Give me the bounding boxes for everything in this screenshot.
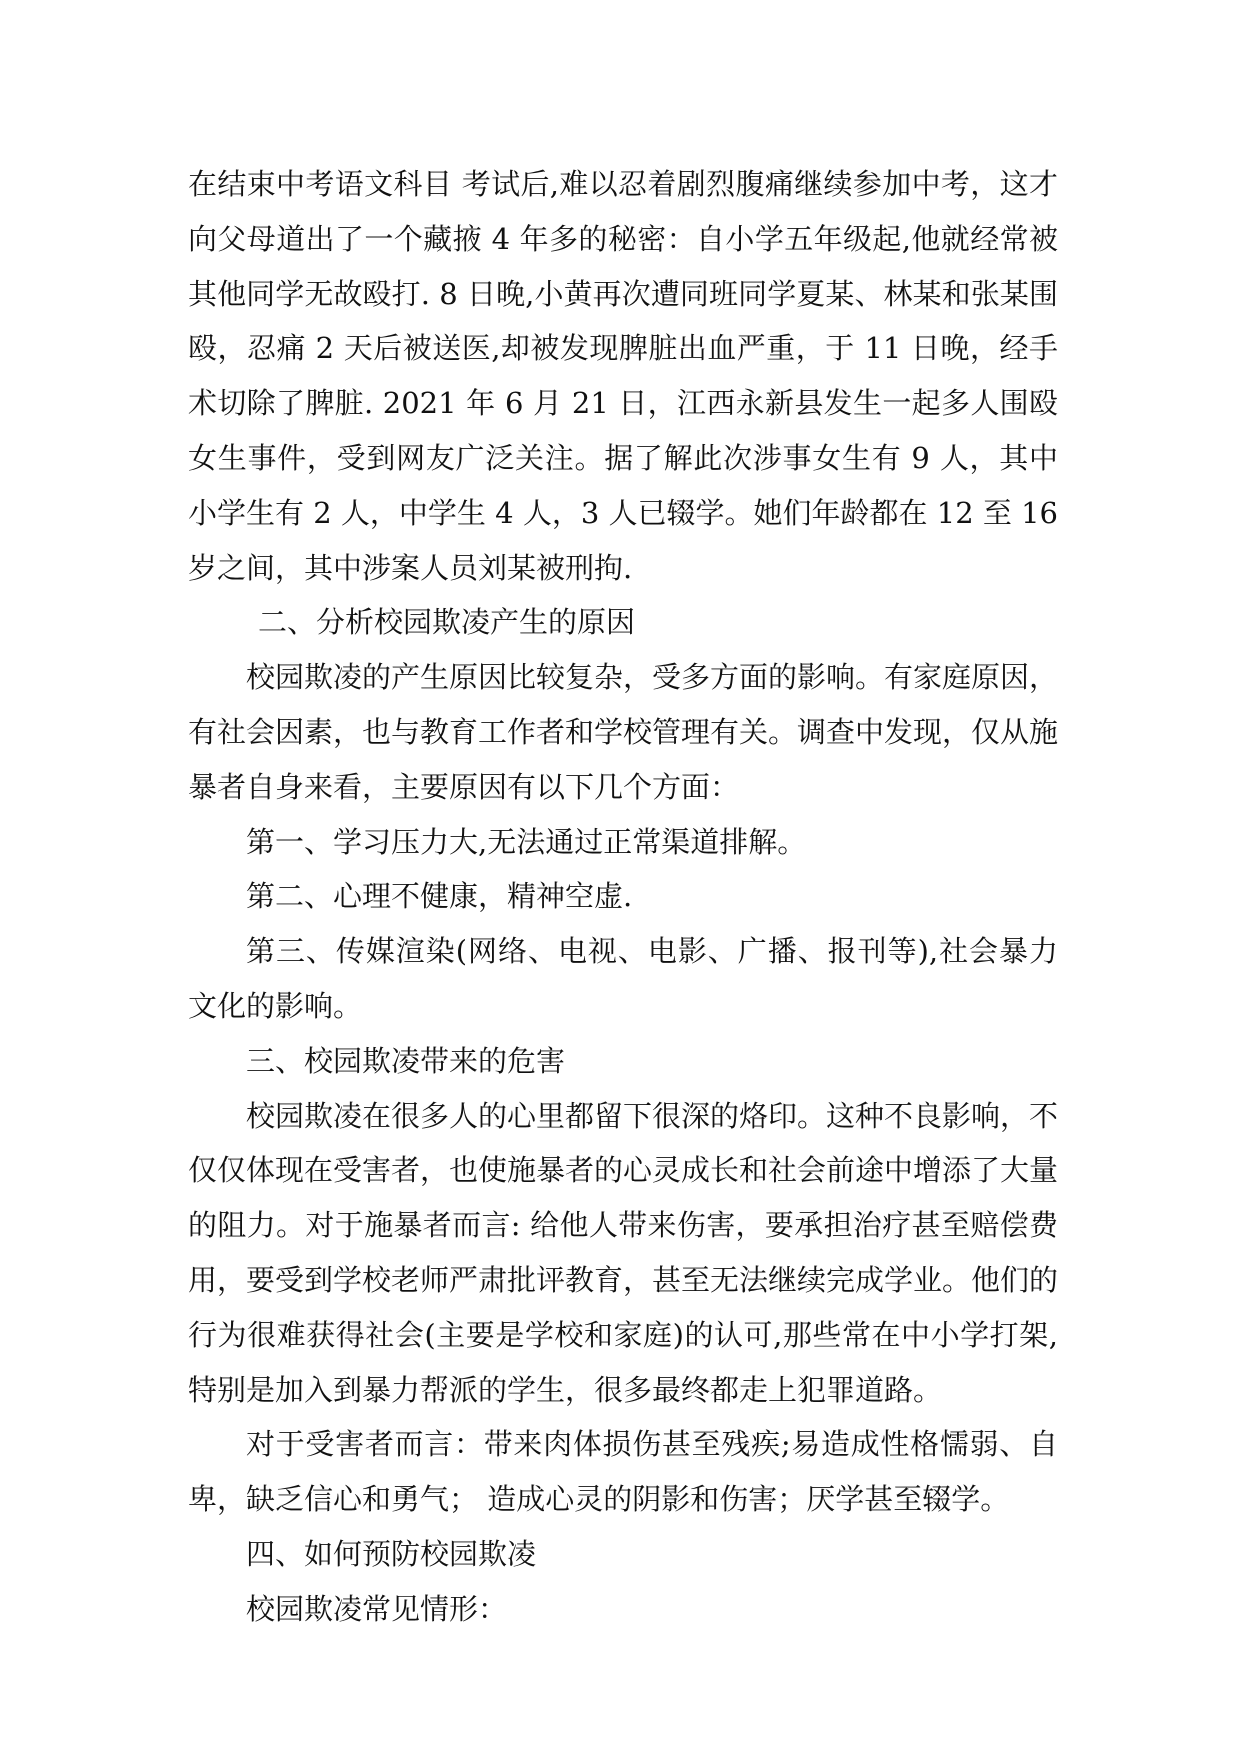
section-heading-harms: 三、校园欺凌带来的危害 bbox=[246, 1043, 566, 1078]
section-heading-causes: 二、分析校园欺凌产生的原因 bbox=[258, 605, 636, 640]
paragraph-common-situations: 校园欺凌常见情形： bbox=[246, 1591, 508, 1626]
section-heading-prevention: 四、如何预防校园欺凌 bbox=[246, 1536, 537, 1571]
paragraph-cause-2: 第二、心理不健康，精神空虚. bbox=[246, 879, 633, 914]
document-body bbox=[188, 157, 1058, 1637]
paragraph-case-description: 在结束中考语文科目 考试后,难以忍着剧烈腹痛继续参加中考，这才向父母道出了一个藏掖 4 年多的秘密：自小学五年级起,他就经常被其他同学无故殴打. 8 日晚,小黄再次遭同班同学夏某、林某和张某围殴，忍痛 2 天后被送医,却被发现脾脏出血严重，于 11 日晚，经手术切除了脾脏. 2021 年 6 月 21 日，江西永新县发生一起多人围殴女生事件，受到网友广泛关注。据了解此次涉事女生有 9 人，其中小学生有 2 人，中学生 4 人，3 人已辍学。她们年龄都在 12 至 16 岁之间，其中涉案人员刘某被刑拘. bbox=[188, 167, 1058, 585]
paragraph-cause-1: 第一、学习压力大,无法通过正常渠道排解。 bbox=[246, 824, 807, 859]
paragraph-harms-perpetrator: 校园欺凌在很多人的心里都留下很深的烙印。这种不良影响，不仅仅体现在受害者，也使施暴者的心灵成长和社会前途中增添了大量的阻力。对于施暴者而言: 给他人带来伤害，要承担治疗甚至赔偿费用，要受到学校老师严肃批评教育，甚至无法继续完成学业。他们的行为很难获得社会(主要是学校和家庭)的认可,那些常在中小学打架,特别是加入到暴力帮派的学生，很多最终都走上犯罪道路。 bbox=[188, 1098, 1059, 1407]
paragraph-causes-intro: 校园欺凌的产生原因比较复杂，受多方面的影响。有家庭原因，有社会因素，也与教育工作者和学校管理有关。调查中发现，仅从施暴者自身来看，主要原因有以下几个方面： bbox=[188, 660, 1059, 804]
paragraph-harms-victim: 对于受害者而言：带来肉体损伤甚至残疾;易造成性格懦弱、自卑，缺乏信心和勇气； 造成心灵的阴影和伤害；厌学甚至辍学。 bbox=[188, 1427, 1058, 1517]
paragraph-cause-3: 第三、传媒渲染(网络、电视、电影、广播、报刊等),社会暴力文化的影响。 bbox=[188, 934, 1058, 1023]
